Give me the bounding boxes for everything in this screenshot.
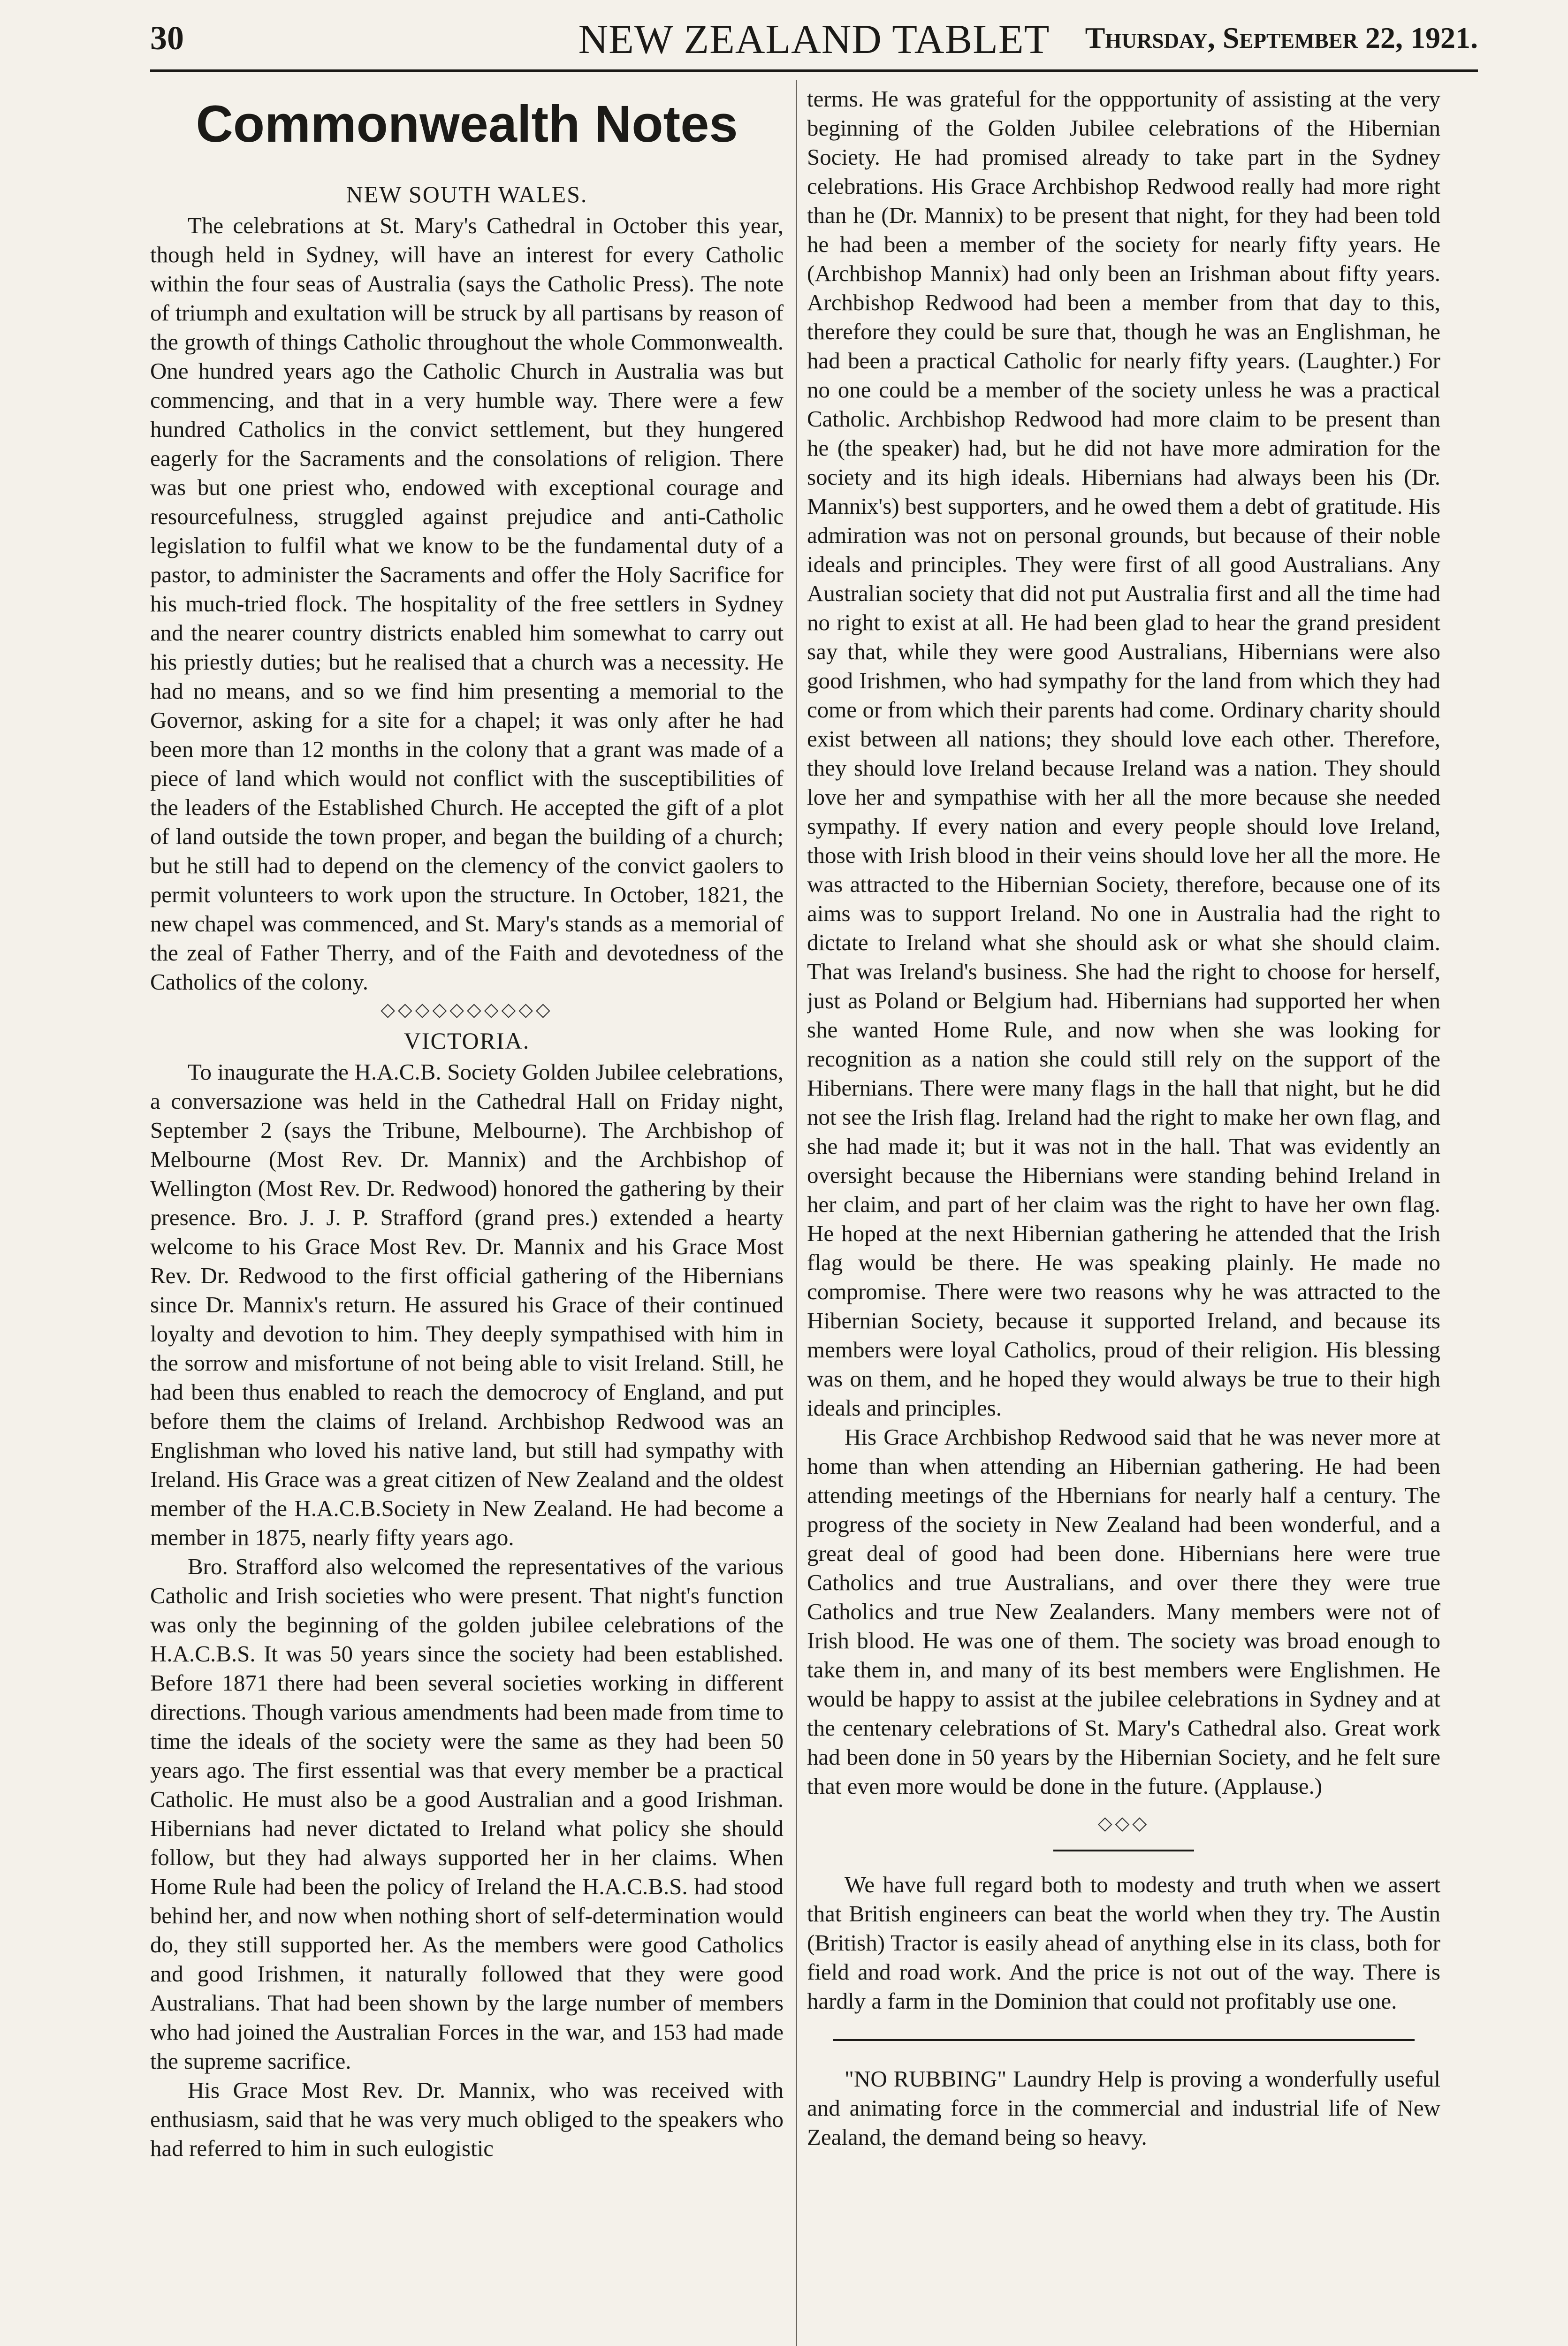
column-divider: [796, 80, 797, 2346]
article-paragraph: Bro. Strafford also welcomed the representatives of the various Catholic and Irish societies who were present. That night's function was only the beginning of the golden jubilee celebrations of the H.A.C.B.S. It was 50 years since the society had been established. Before 1871 there had been several societies working in different directions. Though various amendments had been made from time to time the ideals of the society were the same as they had been 50 years ago. The first essential was that every member be a practical Catholic. He must also be a good Australian and a good Irishman. Hibernians had never dictated to Ireland what policy she should follow, but they had always supported her in her claims. When Home Rule had been the policy of Ireland the H.A.C.B.S. had stood behind her, and now when nothing short of self-determination would do, they still supported her. As the members were good Catholics and good Irishmen, it naturally followed that they were good Australians. That had been shown by the large number of members who had joined the Australian Forces in the war, and 153 had made the supreme sacrifice.: [150, 1554, 784, 2074]
publication-title: NEW ZEALAND TABLET: [578, 17, 1050, 62]
divider-rule: [833, 2039, 1415, 2041]
article-paragraph: His Grace Archbishop Redwood said that he was never more at home than when attending an Hibernian gathering. He had been attending meetings of the Hbernians for nearly half a century. The progress of the society in New Zealand had been wonderful, and a great deal of good had been done. Hibernians here were true Catholics and true Australians, and over there they were true Catholics and true New Zealanders. Many members were not of Irish blood. He was one of them. The society was broad enough to take them in, and many of its best members were Englishmen. He would be happy to assist at the jubilee celebrations in Sydney and at the centenary celebrations of St. Mary's Cathedral also. Great work had been done in 50 years by the Hibernian Society, and he felt sure that even more would be done in the future. (Applause.): [807, 1424, 1440, 1799]
left-column: [150, 84, 784, 2346]
article-paragraph: The celebrations at St. Mary's Cathedral in October this year, though held in Sydney, will have an interest for every Catholic within the four seas of Australia (says the Catholic Press). The note of triumph and exultation will be struck by all partisans by reason of the growth of things Catholic throughout the whole Commonwealth. One hundred years ago the Catholic Church in Australia was but commencing, and that in a very humble way. There were a few hundred Catholics in the convict settlement, but they hungered eagerly for the Sacraments and the consolations of religion. There was but one priest who, endowed with exceptional courage and resourcefulness, struggled against prejudice and anti-Catholic legislation to fulfil what we know to be the fundamental duty of a pastor, to administer the Sacraments and offer the Holy Sacrifice for his much-tried flock. The hospitality of the free settlers in Sydney and the nearer country districts enabled him somewhat to carry out his priestly duties; but he realised that a church was a necessity. He had no means, and so we find him presenting a memorial to the Governor, asking for a site for a chapel; it was only after he had been more than 12 months in the colony that a grant was made of a piece of land which would not conflict with the susceptibilities of the leaders of the Established Church. He accepted the gift of a plot of land outside the town proper, and began the building of a church; but he still had to depend on the clemency of the convict gaolers to permit volunteers to work upon the structure. In October, 1821, the new chapel was commenced, and St. Mary's stands as a memorial of the zeal of Father Therry, and of the Faith and devotedness of the Catholics of the colony.: [150, 213, 784, 995]
page-number: 30: [150, 19, 184, 57]
small-ornament-divider: ◇◇◇: [1097, 1813, 1150, 1834]
article-paragraph: To inaugurate the H.A.C.B. Society Golden Jubilee celebrations, a conversazione was held in the Cathedral Hall on Friday night, September 2 (says the Tribune, Melbourne). The Archbishop of Melbourne (Most Rev. Dr. Mannix) and the Archbishop of Wellington (Most Rev. Dr. Redwood) honored the gathering by their presence. Bro. J. J. P. Strafford (grand pres.) extended a hearty welcome to his Grace Most Rev. Dr. Mannix and his Grace Most Rev. Dr. Redwood to the first official gathering of the Hibernians since Dr. Mannix's return. He assured his Grace of their continued loyalty and devotion to him. They deeply sympathised with him in the sorrow and misfortune of not being able to visit Ireland. Still, he had been thus enabled to reach the democrocy of England, and put before them the claims of Ireland. Archbishop Redwood was an Englishman who loved his native land, but still had sympathy with Ireland. His Grace was a great citizen of New Zealand and the oldest member of the H.A.C.B.Society in New Zealand. He had become a member in 1875, nearly fifty years ago.: [150, 1059, 784, 1550]
section-heading-victoria: VICTORIA.: [403, 1028, 530, 1054]
page-header: [150, 19, 1478, 70]
ornament-divider: ◇◇◇◇◇◇◇◇◇◇: [381, 999, 553, 1020]
header-rule: [150, 69, 1478, 72]
issue-date: Thursday, September 22, 1921.: [1085, 21, 1478, 54]
section-heading-nsw: NEW SOUTH WALES.: [346, 181, 588, 207]
notice-tractor: We have full regard both to modesty and truth when we assert that British engineers can beat the world when they try. The Austin (British) Tractor is easily ahead of anything else in its class, both for field and road work. And the price is not out of the way. There is hardly a farm in the Dominion that could not profitably use one.: [807, 1872, 1440, 2014]
notice-laundry: "NO RUBBING" Laundry Help is proving a wonderfully useful and animating force in the commercial and industrial life of New Zealand, the demand being so heavy.: [807, 2066, 1440, 2150]
article-paragraph: terms. He was grateful for the oppportunity of assisting at the very beginning of the Golden Jubilee celebrations of the Hibernian Society. He had promised already to take part in the Sydney celebrations. His Grace Archbishop Redwood really had more right than he (Dr. Mannix) to be present that night, for they had been told he had been a member of the society for nearly fifty years. He (Archbishop Mannix) had only been an Irishman about fifty years. Archbishop Redwood had been a member from that day to this, therefore they could be sure that, though he was an Englishman, he had been a practical Catholic for nearly fifty years. (Laughter.) For no one could be a member of the society unless he was a practical Catholic. Archbishop Redwood had more claim to be present than he (the speaker) had, but he did not have more admiration for the society and its high ideals. Hibernians had always been his (Dr. Mannix's) best supporters, and he owed them a debt of gratitude. His admiration was not on personal grounds, but because of their noble ideals and principles. They were first of all good Australians. Any Australian society that did not put Australia first and all the time had no right to exist at all. He had been glad to hear the grand president say that, while they were good Australians, Hibernians were also good Irishmen, who had sympathy for the land from which they had come or from which their parents had come. Ordinary charity should exist between all nations; they should love each other. Therefore, they should love Ireland because Ireland was a nation. They should love her and sympathise with her all the more because she needed sympathy. If every nation and every people should love Ireland, those with Irish blood in their veins should love her all the more. He was attracted to the Hibernian Society, therefore, because one of its aims was to support Ireland. No one in Australia had the right to dictate to Ireland what she should ask or what she should claim. That was Ireland's business. She had the right to choose for herself, just as Poland or Belgium had. Hibernians had supported her when she wanted Home Rule, and now when she was looking for recognition as a nation she could still rely on the support of the Hibernians. There were many flags in the hall that night, but he did not see the Irish flag. Ireland had the right to make her own flag, and she had made it; but it was not in the hall. That was evidently an oversight because the Hibernians were standing behind Ireland in her claim, and part of her claim was the right to have her own flag. He hoped at the next Hibernian gathering he attended that the Irish flag would be there. He was speaking plainly. He made no compromise. There were two reasons why he was attracted to the Hibernian Society, because it supported Ireland, and because its members were loyal Catholics, proud of their religion. His blessing was on them, and he hoped they would always be true to their high ideals and principles.: [807, 86, 1440, 1421]
article-paragraph: His Grace Most Rev. Dr. Mannix, who was received with enthusiasm, said that he was very much obliged to the speakers who had referred to him in such eulogistic: [150, 2077, 784, 2161]
article-title: Commonwealth Notes: [196, 95, 738, 153]
divider-rule: [1053, 1850, 1194, 1851]
right-column: [807, 84, 1440, 2346]
